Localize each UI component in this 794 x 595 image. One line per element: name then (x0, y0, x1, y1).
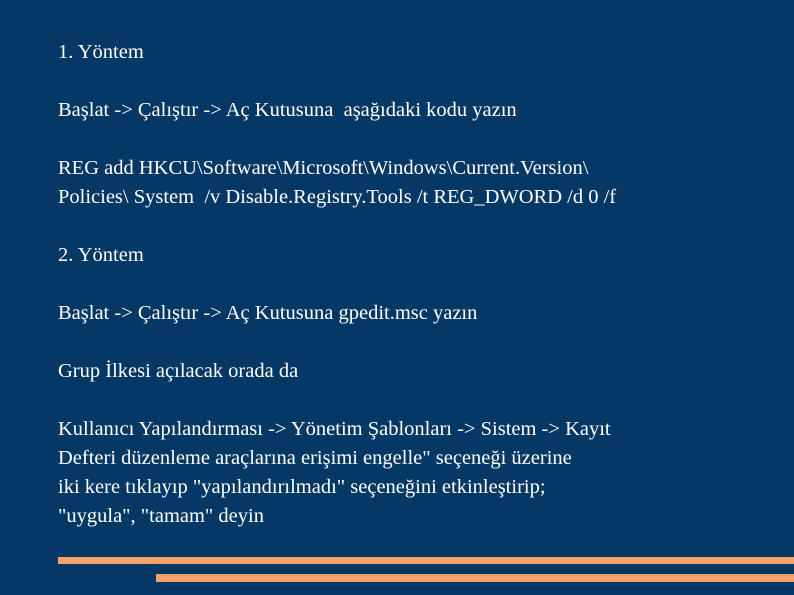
method2-detail-line-4: "uygula", "tamam" deyin (58, 505, 264, 527)
slide-content (58, 38, 758, 531)
method2-note: Grup İlkesi açılacak orada da (58, 360, 299, 382)
method2-detail-line-3: iki kere tıklayıp "yapılandırılmadı" seçeneğini etkinleştirip; (58, 476, 546, 498)
method2-detail-line-2: Defteri düzenleme araçlarına erişimi engelle" seçeneği üzerine (58, 447, 572, 469)
method2-instruction: Başlat -> Çalıştır -> Aç Kutusuna gpedit.msc yazın (58, 302, 478, 324)
method2-detail-line-1: Kullanıcı Yapılandırması -> Yönetim Şablonları -> Sistem -> Kayıt (58, 418, 611, 440)
accent-bar-bottom (156, 574, 794, 582)
method1-command-line-2: Policies\ System /v Disable.Registry.Tools /t REG_DWORD /d 0 /f (58, 186, 617, 208)
method1-instruction: Başlat -> Çalıştır -> Aç Kutusuna aşağıdaki kodu yazın (58, 99, 517, 121)
method2-title: 2. Yöntem (58, 244, 144, 266)
method1-title: 1. Yöntem (58, 41, 144, 63)
method1-command-line-1: REG add HKCU\Software\Microsoft\Windows\Current.Version\ (58, 157, 589, 179)
accent-bar-top (58, 557, 794, 564)
